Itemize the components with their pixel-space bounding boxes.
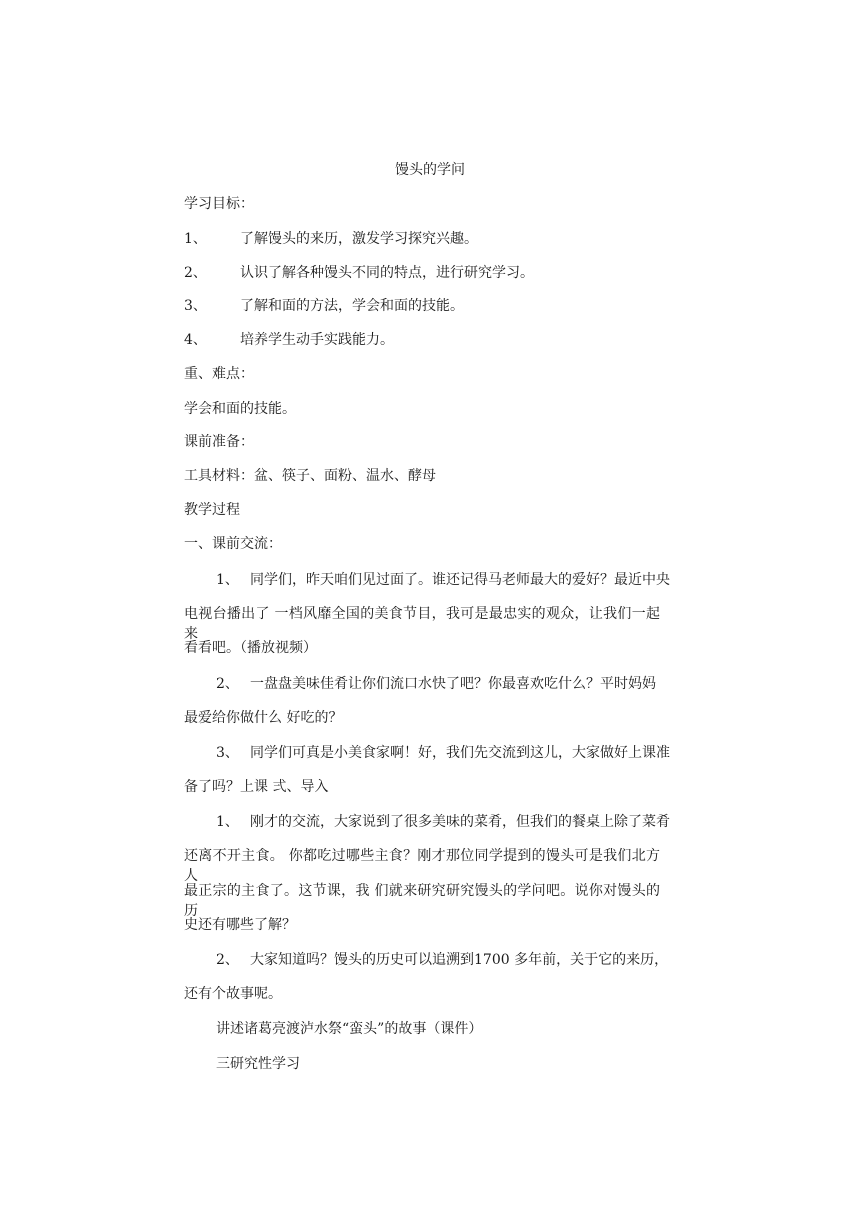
goal-item [184, 296, 464, 316]
goal-text: 了解和面的方法，学会和面的技能。 [240, 298, 464, 314]
paragraph-line: 还有个故事呢。 [184, 986, 282, 1002]
paragraph-number: 3、 [216, 745, 239, 761]
paragraph-number: 1、 [216, 572, 239, 588]
paragraph-text: 同学们可真是小美食家啊！好，我们先交流到这儿，大家做好上课准 [250, 745, 670, 761]
materials-line: 工具材料：盆、筷子、面粉、温水、酵母 [184, 468, 436, 484]
paragraph-line: 电视台播出了 一档风靡全国的美食节目，我可是最忠实的观众，让我们一起来 [184, 606, 660, 642]
key-points-heading: 重、难点： [184, 366, 254, 382]
goal-text: 培养学生动手实践能力。 [240, 332, 394, 348]
goal-text: 认识了解各种馒头不同的特点，进行研究学习。 [240, 265, 534, 281]
goal-item [184, 330, 394, 350]
paragraph-text: 同学们，昨天咱们见过面了。谁还记得马老师最大的爱好？最近中央 [250, 572, 670, 588]
section-heading: 三研究性学习 [216, 1056, 300, 1072]
paragraph-line [216, 812, 670, 832]
goal-number: 3、 [184, 298, 207, 314]
goals-heading: 学习目标： [184, 196, 254, 212]
document-title: 馒头的学问 [395, 162, 465, 178]
paragraph-text: 大家知道吗？馒头的历史可以追溯到1700 多年前，关于它的来历， [250, 952, 669, 968]
paragraph-number: 2、 [216, 952, 239, 968]
paragraph-line [216, 743, 670, 763]
goal-number: 2、 [184, 265, 207, 281]
paragraph-number: 1、 [216, 814, 239, 830]
paragraph-line [216, 674, 656, 694]
goal-number: 1、 [184, 231, 207, 247]
paragraph-text: 刚才的交流，大家说到了很多美味的菜肴，但我们的餐桌上除了菜肴 [250, 814, 670, 830]
goal-text: 了解馒头的来历，激发学习探究兴趣。 [240, 231, 478, 247]
process-heading: 教学过程 [184, 502, 240, 518]
paragraph-line: 看看吧。（播放视频） [184, 640, 317, 656]
preparation-heading: 课前准备： [184, 434, 254, 450]
section-heading: 一、课前交流： [184, 536, 282, 552]
goal-item [184, 229, 478, 249]
key-points-text: 学会和面的技能。 [184, 401, 296, 417]
paragraph-line: 史还有哪些了解？ [184, 917, 296, 933]
story-line: 讲述诸葛亮渡泸水祭“蛮头”的故事（课件） [216, 1021, 483, 1037]
paragraph-line: 备了吗？上课 弍、导入 [184, 779, 329, 795]
paragraph-number: 2、 [216, 676, 239, 692]
paragraph-line [216, 950, 668, 970]
paragraph-line: 最爱给你做什么 好吃的？ [184, 710, 343, 726]
paragraph-line: 还离不开主食。 你都吃过哪些主食？刚才那位同学提到的馒头可是我们北方人 [184, 848, 660, 884]
paragraph-line [216, 570, 670, 590]
paragraph-line: 最正宗的主食了。这节课，我 们就来研究研究馒头的学问吧。说你对馒头的历 [184, 883, 660, 919]
goal-item [184, 263, 534, 283]
goal-number: 4、 [184, 332, 207, 348]
paragraph-text: 一盘盘美味佳肴让你们流口水快了吧？你最喜欢吃什么？平时妈妈 [250, 676, 656, 692]
